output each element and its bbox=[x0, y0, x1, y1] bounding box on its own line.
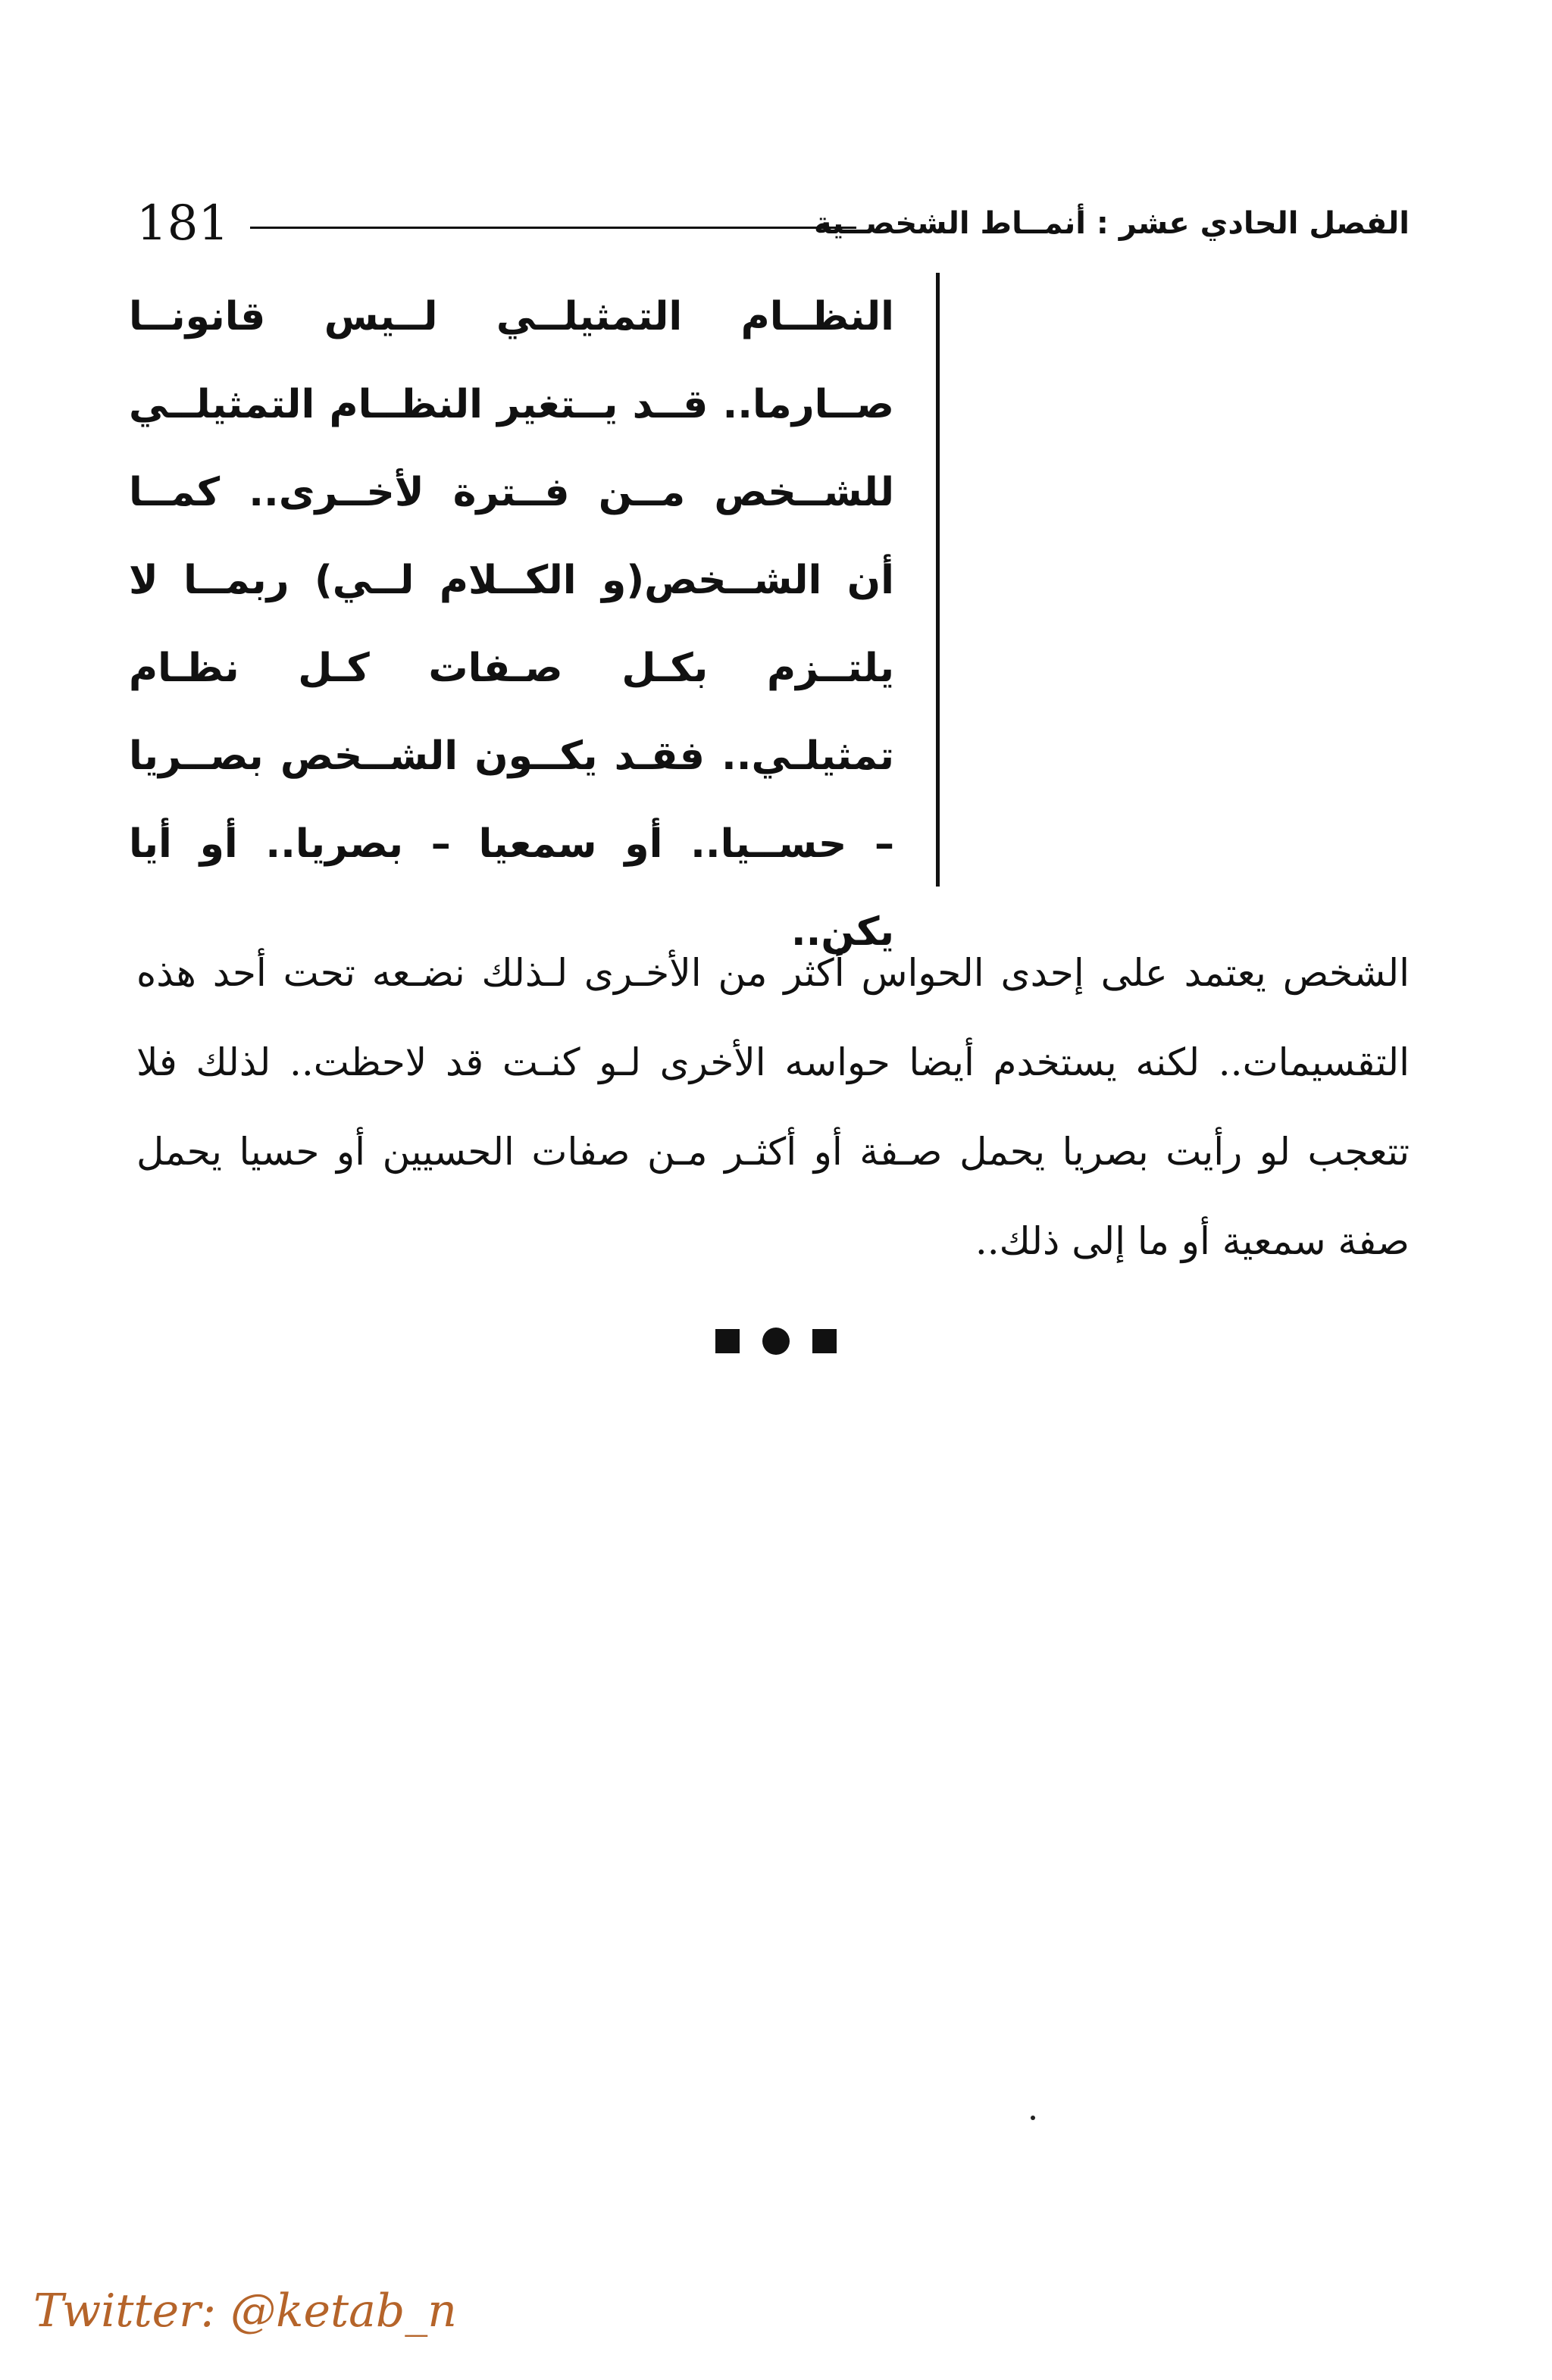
page-header bbox=[136, 193, 1410, 254]
header-rule bbox=[250, 227, 856, 229]
ornament-square-icon bbox=[812, 1329, 837, 1353]
stray-ink-dot bbox=[1031, 2116, 1035, 2120]
watermark: Twitter: @ketab_n bbox=[33, 2285, 457, 2338]
body-paragraph: الشخص يعتمد على إحدى الحواس أكثر من الأخـرى لـذلك نضـعه تحت أحد هذه التقسيمات.. لكنه يستخدم أيضا حواسه الأخرى لـو كنـت قد لاحظت.. لذلك فلا تتعجب لو رأيت بصريا يحمل صـفة أو أكثـر مـن صفات الحسيين أو حسيا يحمل صفة سمعية أو ما إلى ذلك.. bbox=[136, 951, 1410, 1263]
running-head: الفصل الحادي عشر : أنمــاط الشخصــية bbox=[814, 206, 1410, 241]
section-ornament bbox=[0, 1318, 1552, 1364]
boxed-quote bbox=[129, 273, 894, 955]
quote-side-rule bbox=[936, 273, 940, 887]
quote-text: النظــام التمثيلــي لــيس قانونــا صــارما.. قــد يــتغير النظــام التمثيلــي للشــخص مــن فــترة لأخــرى.. كمــا أن الشــخص(و الكــلام لــي) ربمــا لا يلتــزم بكـل صـفات كـل نظـام تمثيلـي.. فقـد يكــون الشــخص بصــريا – حســيا.. أو سمعيا – بصريا.. أو أيا يكن.. bbox=[129, 294, 894, 955]
page-number: 181 bbox=[136, 195, 230, 252]
ornament-square-icon bbox=[715, 1329, 740, 1353]
ornament-circle-icon bbox=[762, 1328, 790, 1355]
